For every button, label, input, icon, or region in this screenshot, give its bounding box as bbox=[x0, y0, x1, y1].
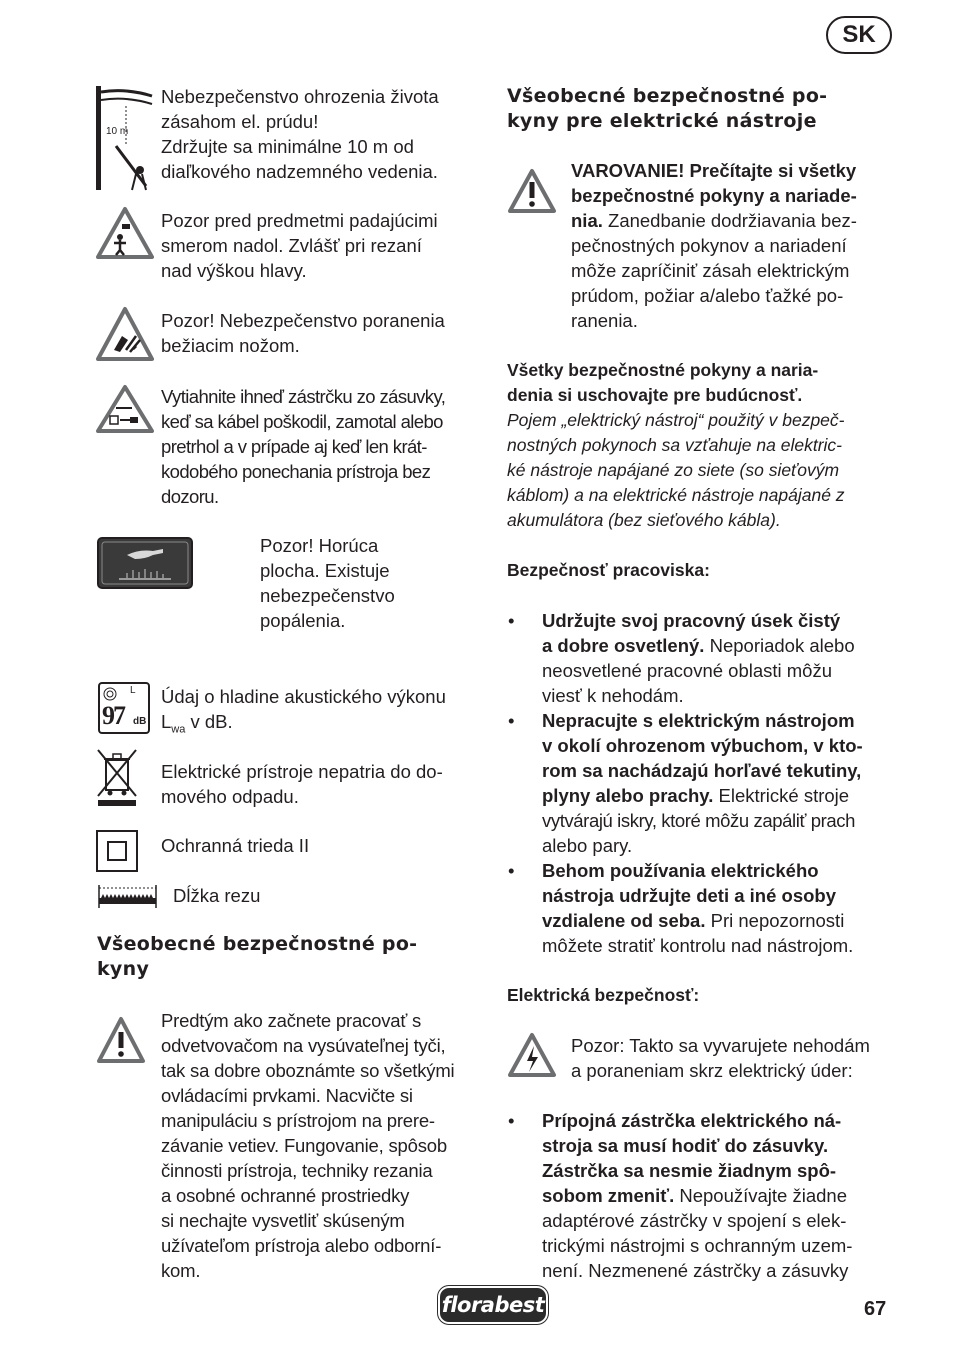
language-badge: SK bbox=[826, 16, 892, 54]
hot-surface-text: Pozor! Horúca plocha. Existuje nebezpečenstvo popálenia. bbox=[260, 535, 395, 631]
warning-triangle-icon bbox=[507, 168, 557, 214]
list-item: • Nepracujte s elektrickým nástrojom v okolí ohrozenom výbuchom, v kto- rom sa nachádzajú horľavé tekutiny, plyny alebo prachy. Elektrické stroje vytvárajú iskry, ktoré môžu zapáliť prach alebo pary. bbox=[507, 708, 907, 858]
weee-text: Elektrické prístroje nepatria do do- mového odpadu. bbox=[161, 761, 443, 807]
overhead-line-distance-icon bbox=[96, 86, 154, 192]
warning-text: VAROVANIE! Prečítajte si všetky bezpečnostné pokyny a nariade- nia. Zanedbanie dodržiavania bez- pečnostných pokynov a nariadení môže zapríčiniť zásah elektrickým prúdom, požiar a/alebo ťažké po- ranenia. bbox=[571, 160, 857, 331]
cutting-length-text: Dĺžka rezu bbox=[173, 885, 261, 906]
distance-label: 10 m bbox=[106, 126, 129, 137]
florabest-logo: florabest bbox=[440, 1288, 546, 1322]
general-safety-heading: Všeobecné bezpečnostné po- kyny bbox=[97, 933, 418, 980]
electric-shock-warning-icon bbox=[507, 1032, 557, 1078]
workplace-safety-heading: Bezpečnosť pracoviska: bbox=[507, 560, 710, 580]
cutting-length-icon bbox=[96, 884, 160, 910]
list-item: • Udržujte svoj pracovný úsek čistý a dobre osvetlený. Neporiadok alebo neosvetlené pracovné oblasti môžu viesť k nehodám. bbox=[507, 608, 907, 708]
general-warning-icon bbox=[96, 1016, 146, 1064]
electric-shock-text: Pozor: Takto sa vyvarujete nehodám a poraneniam skrz elektrický úder: bbox=[571, 1035, 870, 1081]
sound-power-text: Údaj o hladine akustického výkonu $L_{wa}$ v dB. bbox=[161, 686, 446, 736]
blade-warning-text: Pozor! Nebezpečenstvo poranenia bežiacim nožom. bbox=[161, 310, 445, 356]
list-item: • Behom používania elektrického nástroja udržujte deti a iné osoby vzdialene od seba. Pri nepozornosti môžete stratiť kontrolu nad nástrojom. bbox=[507, 858, 907, 958]
falling-objects-warning-icon bbox=[96, 206, 154, 260]
sound-power-level-icon: L 97 dB bbox=[98, 682, 150, 734]
protection-class-ii-icon bbox=[96, 830, 138, 872]
protection-class-text: Ochranná trieda II bbox=[161, 835, 310, 856]
unplug-warning-icon bbox=[96, 384, 154, 434]
page-number: 67 bbox=[864, 1298, 887, 1320]
unplug-text: Vytiahnite ihneď zástrčku zo zásuvky, keď sa kábel poškodil, zamotal alebo pretrhol a v prípade aj keď len krát- kodobého ponechania prístroja bez dozoru. bbox=[161, 386, 446, 507]
list-item: • Prípojná zástrčka elektrického ná- stroja sa musí hodiť do zásuvky. Zástrčka sa nesmie žiadnym spô- sobom zmeniť. Nepoužívajte žiadne adaptérové zástrčky v spojení s elek- trickými nástrojmi s ochranným uzem- není. Nezmenené zástrčky a zásuvky bbox=[507, 1108, 907, 1283]
power-tool-safety-heading: Všeobecné bezpečnostné po- kyny pre elektrické nástroje bbox=[507, 85, 828, 132]
electrical-bullet-list bbox=[507, 1108, 907, 1283]
cutting-blade-warning-icon bbox=[96, 306, 154, 362]
electrical-safety-heading: Elektrická bezpečnosť: bbox=[507, 985, 700, 1005]
overhead-line-text: Nebezpečenstvo ohrozenia života zásahom el. prúdu! Zdržujte sa minimálne 10 m od diaľkového nadzemného vedenia. bbox=[161, 86, 439, 182]
workplace-bullet-list bbox=[507, 608, 907, 958]
keep-instructions-text: Všetky bezpečnostné pokyny a naria- denia si uschovajte pre budúcnosť. Pojem „elektrický nástroj“ použitý v bezpeč- nostných pokynoch sa vzťahuje na elektric- ké nástroje napájané zo siete (so sieťovým káblom) a na elektrické nástroje napájané z akumulátora (bez sieťového kábla). bbox=[507, 360, 845, 530]
falling-objects-text: Pozor pred predmetmi padajúcimi smerom nadol. Zvlášť pri rezaní nad výškou hlavy. bbox=[161, 210, 438, 281]
general-safety-text: Predtým ako začnete pracovať s odvetvovačom na vysúvateľnej tyči, tak sa dobre oboznámte so všetkými ovládacími prvkami. Nacvičte si manipuláciu s prístrojom na prere- závanie vetiev. Fungovanie, spôsob činnosti prístroja, techniky rezania a osobné ochranné prostriedky si nechajte vysvetliť skúseným užívateľom prístroja alebo odborní- kom. bbox=[161, 1010, 455, 1281]
hot-surface-icon bbox=[97, 537, 193, 589]
speaker-icon bbox=[103, 687, 117, 701]
weee-crossed-bin-icon bbox=[96, 748, 140, 808]
